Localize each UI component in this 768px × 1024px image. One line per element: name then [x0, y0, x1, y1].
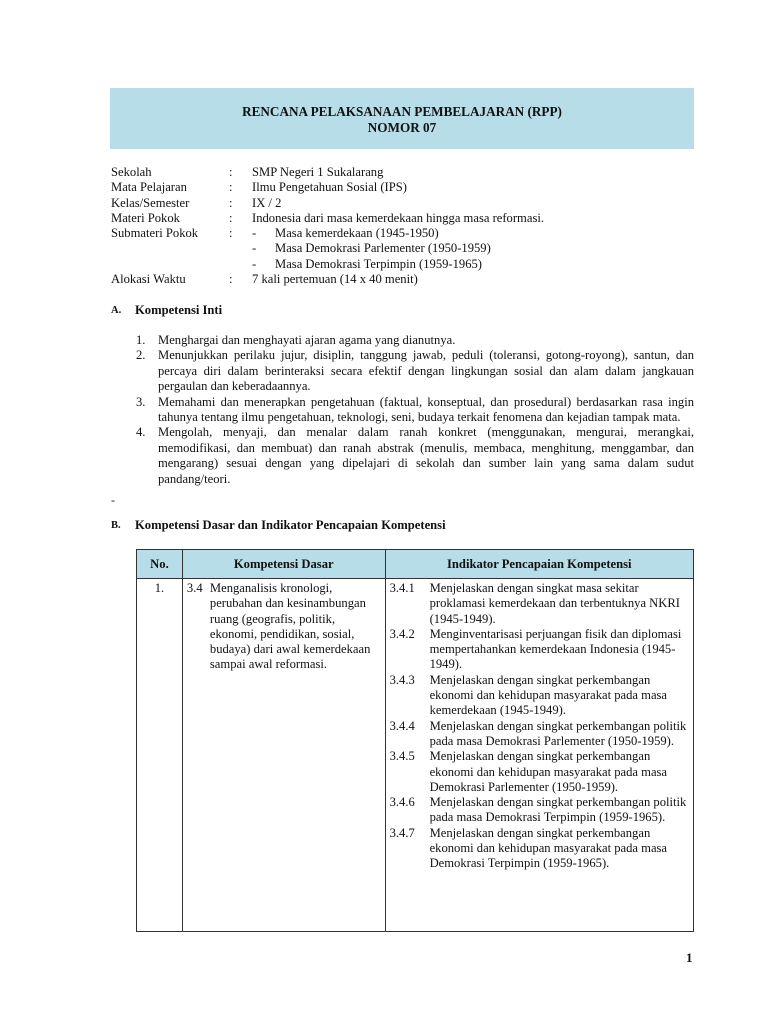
item-number: 3.	[136, 394, 146, 409]
info-label: Materi Pokok	[111, 210, 180, 225]
indicator-text: Menjelaskan dengan singkat perkembangan ekonomi dan kehidupan masyarakat pada masa Demokrasi Parlementer (1950-1959).	[429, 749, 668, 794]
indicator-item	[390, 581, 689, 627]
header-kompetensi-dasar: Kompetensi Dasar	[182, 550, 385, 579]
info-colon: :	[229, 195, 233, 210]
table-header-row	[137, 550, 694, 579]
indicator-item	[390, 673, 689, 719]
cell-indikator	[385, 579, 693, 932]
indicator-code: 3.4.6	[389, 795, 415, 810]
indicator-code: 3.4.5	[389, 749, 415, 764]
info-label: Mata Pelajaran	[111, 180, 187, 195]
page-number: 1	[686, 950, 693, 965]
table-row	[137, 579, 694, 932]
section-b-heading	[111, 518, 446, 533]
dash-bullet: -	[252, 256, 257, 271]
info-row-sekolah	[111, 165, 701, 180]
indicator-text: Menjelaskan dengan singkat perkembangan politik pada masa Demokrasi Terpimpin (1959-1965).	[429, 795, 687, 825]
indicator-text: Menjelaskan dengan singkat masa sekitar proklamasi kemerdekaan dan terbentuknya NKRI (1945-1949).	[429, 581, 680, 626]
kd-text: Menganalisis kronologi, perubahan dan kesinambungan ruang (geografis, politik, ekonomi, pendidikan, sosial, budaya) dari awal kemerdekaan sampai awal reformasi.	[209, 581, 371, 672]
submateri-item	[252, 226, 701, 241]
info-row-submateri	[111, 226, 701, 272]
indicator-item	[390, 627, 689, 673]
info-colon: :	[229, 210, 233, 225]
document-title: RENCANA PELAKSANAAN PEMBELAJARAN (RPP)	[242, 104, 562, 119]
list-item	[136, 348, 694, 394]
submateri-text: Masa Demokrasi Parlementer (1950-1959)	[275, 241, 491, 256]
kd-code: 3.4	[186, 581, 203, 595]
indicator-item	[390, 749, 689, 795]
submateri-list	[252, 226, 701, 272]
kompetensi-inti-list	[136, 333, 694, 487]
list-item	[136, 425, 694, 487]
list-item	[136, 333, 694, 348]
indicator-item	[390, 826, 689, 872]
competency-table	[136, 549, 694, 932]
document-title-box	[110, 88, 694, 149]
submateri-text: Masa kemerdekaan (1945-1950)	[275, 226, 439, 241]
info-label: Alokasi Waktu	[111, 272, 186, 287]
info-value: IX / 2	[252, 195, 282, 210]
indicator-code: 3.4.4	[389, 718, 415, 733]
info-value: Ilmu Pengetahuan Sosial (IPS)	[252, 180, 407, 195]
info-colon: :	[229, 272, 233, 287]
indicator-item	[390, 795, 689, 826]
cell-kompetensi-dasar	[182, 579, 385, 932]
info-colon: :	[229, 165, 233, 179]
info-row-kelas	[111, 196, 701, 211]
indicator-text: Menginventarisasi perjuangan fisik dan diplomasi mempertahankan kemerdekaan Indonesia (1945-1949).	[429, 626, 682, 672]
submateri-item	[252, 241, 701, 256]
item-text: Mengolah, menyaji, dan menalar dalam ranah konkret (menggunakan, mengurai, merangkai, memodifikasi, dan membuat) dan ranah abstrak (menulis, membaca, menghitung, menggambar, dan mengarang) sesuai dengan yang dipelajari di sekolah dan sumber lain yang sama dalam sudut pandang/teori.	[158, 425, 694, 486]
indicator-text: Menjelaskan dengan singkat perkembangan politik pada masa Demokrasi Parlementer (1950-1959).	[429, 718, 687, 748]
list-item	[136, 395, 694, 426]
section-title: Kompetensi Dasar dan Indikator Pencapaian Kompetensi	[135, 518, 446, 532]
submateri-text: Masa Demokrasi Terpimpin (1959-1965)	[275, 256, 482, 271]
item-number: 1.	[136, 333, 146, 347]
document-number: NOMOR 07	[367, 120, 437, 135]
indicator-code: 3.4.2	[389, 626, 415, 641]
item-number: 2.	[136, 348, 146, 363]
cell-no: 1.	[137, 579, 183, 932]
item-number: 4.	[136, 425, 146, 440]
item-text: Menunjukkan perilaku jujur, disiplin, tanggung jawab, peduli (toleransi, gotong-royong), santun, dan percaya diri dalam berinteraksi secara efektif dengan lingkungan sosial dan alam dalam jangkauan pergaulan dan keberadaannya.	[158, 348, 694, 394]
indicator-text: Menjelaskan dengan singkat perkembangan ekonomi dan kehidupan masyarakat pada masa Demokrasi Terpimpin (1959-1965).	[429, 825, 668, 871]
stray-bullet: -	[111, 493, 115, 507]
info-label: Kelas/Semester	[111, 195, 190, 210]
indicator-text: Menjelaskan dengan singkat perkembangan ekonomi dan kehidupan masyarakat pada masa kemerdekaan (1945-1949).	[429, 672, 668, 718]
info-row-materi	[111, 211, 701, 226]
dash-bullet: -	[252, 241, 257, 256]
identity-block	[111, 165, 701, 287]
info-label: Submateri Pokok	[111, 226, 199, 241]
header-indikator: Indikator Pencapaian Kompetensi	[385, 550, 693, 579]
info-colon: :	[229, 180, 233, 195]
dash-bullet: -	[252, 226, 257, 241]
info-value: Indonesia dari masa kemerdekaan hingga masa reformasi.	[252, 210, 544, 225]
section-letter: A.	[111, 305, 122, 316]
info-value: 7 kali pertemuan (14 x 40 menit)	[252, 272, 418, 287]
info-label: Sekolah	[111, 165, 152, 179]
info-row-mapel	[111, 180, 701, 195]
section-letter: B.	[111, 520, 121, 531]
section-title: Kompetensi Inti	[135, 303, 223, 317]
indicator-code: 3.4.1	[389, 581, 415, 595]
header-no: No.	[137, 550, 183, 579]
info-value: SMP Negeri 1 Sukalarang	[252, 165, 384, 179]
info-row-alokasi	[111, 272, 701, 287]
indicator-item	[390, 719, 689, 750]
item-text: Memahami dan menerapkan pengetahuan (faktual, konseptual, dan prosedural) berdasarkan rasa ingin tahunya tentang ilmu pengetahuan, teknologi, seni, budaya terkait fenomena dan kejadian tampak mata.	[158, 394, 694, 425]
submateri-item	[252, 257, 701, 272]
section-a-heading	[111, 303, 222, 318]
indicator-code: 3.4.3	[389, 672, 415, 687]
indicator-code: 3.4.7	[389, 825, 415, 840]
info-colon: :	[229, 226, 233, 241]
item-text: Menghargai dan menghayati ajaran agama yang dianutnya.	[158, 333, 456, 347]
kd-entry	[187, 581, 381, 673]
